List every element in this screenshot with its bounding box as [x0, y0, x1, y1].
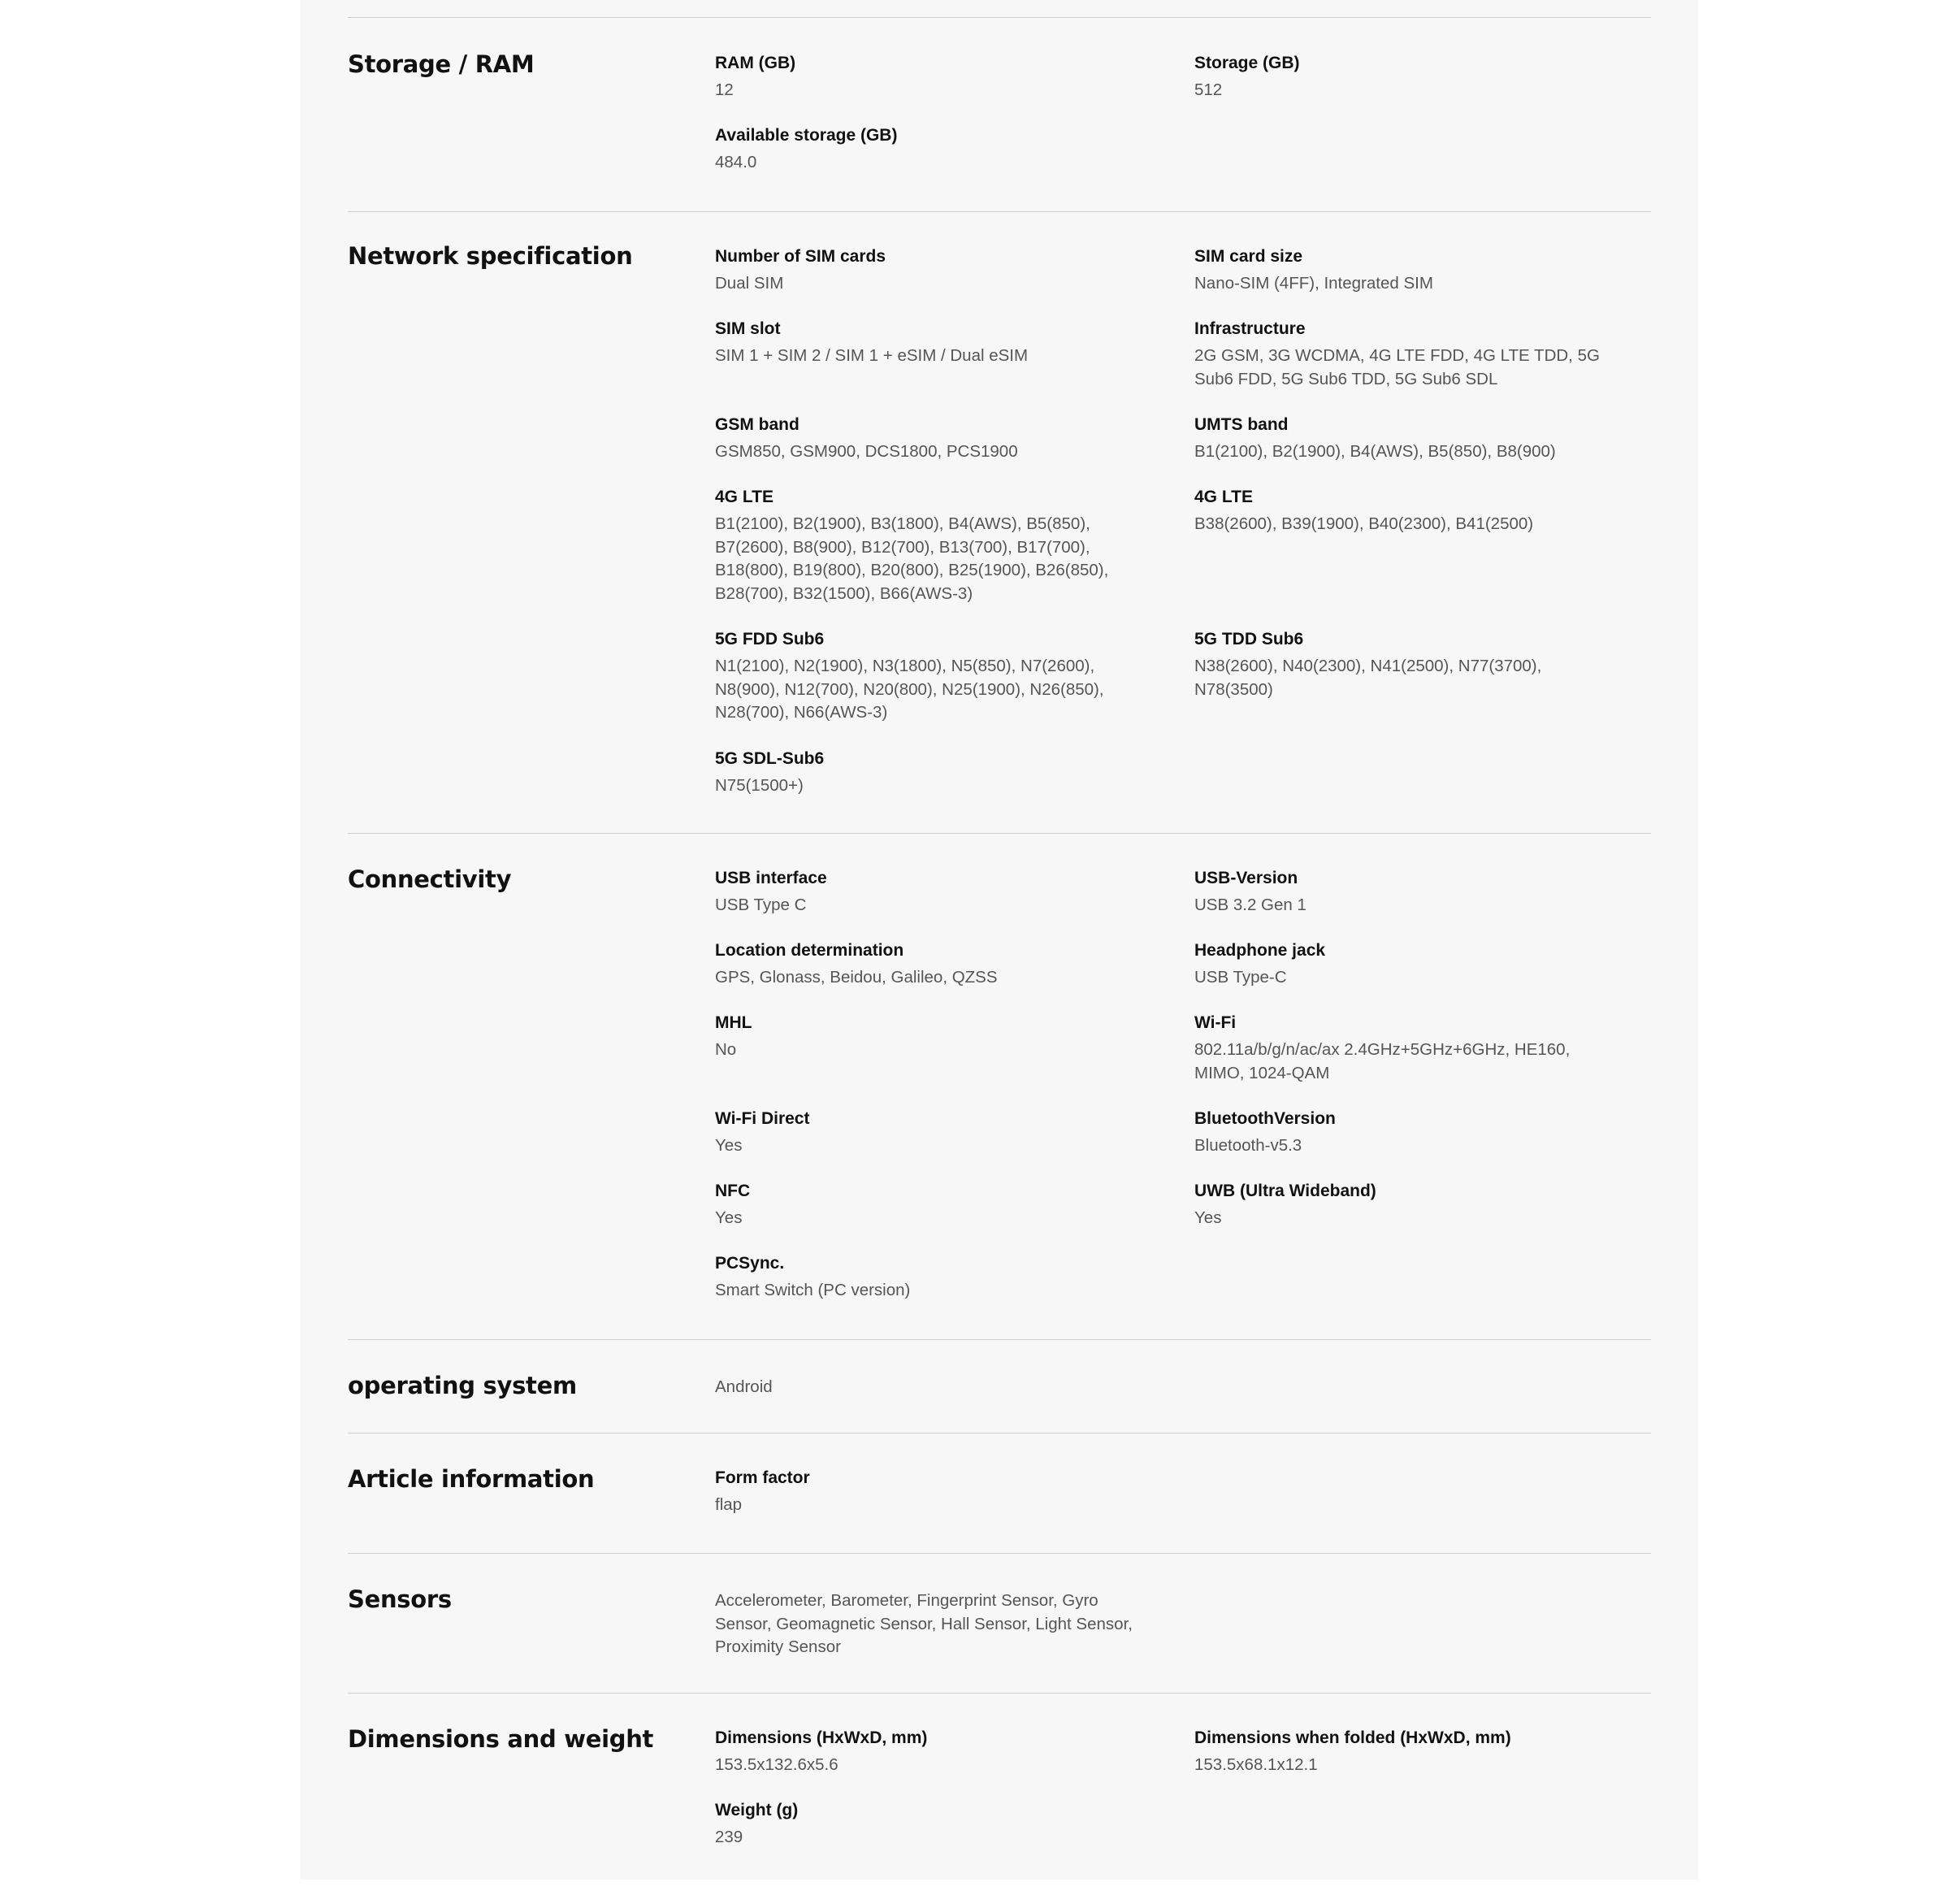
section-network-specification: [348, 211, 1651, 834]
spec-value: N1(2100), N2(1900), N3(1800), N5(850), N7(2600), N8(900), N12(700), N20(800), N25(1900), N26(850), N28(700), N66(AWS-3): [715, 657, 1104, 722]
spec-label: MHL: [715, 1013, 752, 1032]
spec-nfc: [715, 1180, 1138, 1230]
section-title: Connectivity: [348, 865, 512, 893]
spec-label: Wi-Fi: [1194, 1013, 1237, 1032]
spec-ram: [715, 52, 1138, 102]
section-title: Storage / RAM: [348, 50, 535, 78]
spec-value: B38(2600), B39(1900), B40(2300), B41(2500): [1194, 514, 1534, 533]
spec-wifi: [1194, 1012, 1617, 1085]
spec-label: Weight (g): [715, 1801, 799, 1819]
spec-value: 239: [715, 1828, 743, 1846]
spec-usb-interface: [715, 867, 1138, 917]
spec-umts-band: [1194, 414, 1617, 464]
spec-label: Location determination: [715, 941, 904, 960]
spec-usb-version: [1194, 867, 1617, 917]
spec-pc-sync: [715, 1252, 1138, 1303]
spec-label: Headphone jack: [1194, 941, 1326, 960]
spec-label: UWB (Ultra Wideband): [1194, 1182, 1376, 1200]
spec-label: Dimensions when folded (HxWxD, mm): [1194, 1728, 1511, 1747]
spec-label: SIM card size: [1194, 247, 1303, 266]
spec-value: Yes: [1194, 1208, 1222, 1227]
spec-label: Infrastructure: [1194, 319, 1306, 338]
spec-headphone-jack: [1194, 939, 1617, 990]
sensors-value: Accelerometer, Barometer, Fingerprint Sensor, Gyro Sensor, Geomagnetic Sensor, Hall Sensor, Light Sensor, Proximity Sensor: [715, 1591, 1133, 1656]
spec-sim-slot: [715, 318, 1138, 368]
spec-gsm-band: [715, 414, 1138, 464]
spec-value: 512: [1194, 80, 1223, 99]
spec-label: Form factor: [715, 1468, 810, 1487]
spec-value: 153.5x68.1x12.1: [1194, 1755, 1318, 1774]
spec-label: Available storage (GB): [715, 126, 898, 145]
spec-value: Nano-SIM (4FF), Integrated SIM: [1194, 274, 1433, 293]
spec-value: No: [715, 1040, 737, 1059]
spec-label: 4G LTE: [715, 488, 774, 506]
spec-value: USB Type C: [715, 896, 807, 914]
spec-value: 12: [715, 80, 734, 99]
spec-value: B1(2100), B2(1900), B3(1800), B4(AWS), B5(850), B7(2600), B8(900), B12(700), B13(700), B17(700), B18(800), B19(800), B20(800), B25(1900), B26(850), B28(700), B32(1500), B66(AWS-3): [715, 514, 1109, 603]
spec-label: Wi-Fi Direct: [715, 1109, 810, 1128]
spec-label: NFC: [715, 1182, 751, 1200]
spec-value: GSM850, GSM900, DCS1800, PCS1900: [715, 442, 1018, 461]
spec-label: BluetoothVersion: [1194, 1109, 1336, 1128]
section-title: Network specification: [348, 242, 633, 270]
spec-value: 484.0: [715, 153, 757, 171]
spec-5g-tdd-sub6: [1194, 628, 1617, 701]
spec-value: Dual SIM: [715, 274, 784, 293]
spec-value: USB Type-C: [1194, 968, 1287, 987]
spec-infrastructure: [1194, 318, 1617, 391]
spec-dimensions-folded: [1194, 1727, 1617, 1777]
spec-5g-sdl-sub6: [715, 748, 1138, 798]
spec-4g-lte-fdd: [715, 486, 1138, 605]
spec-value: 802.11a/b/g/n/ac/ax 2.4GHz+5GHz+6GHz, HE160, MIMO, 1024-QAM: [1194, 1040, 1571, 1082]
spec-weight: [715, 1799, 1138, 1850]
spec-label: Number of SIM cards: [715, 247, 886, 266]
spec-value: GPS, Glonass, Beidou, Galileo, QZSS: [715, 968, 998, 987]
spec-value: USB 3.2 Gen 1: [1194, 896, 1306, 914]
spec-sim-card-size: [1194, 245, 1617, 296]
spec-value: B1(2100), B2(1900), B4(AWS), B5(850), B8(900): [1194, 442, 1556, 461]
section-title: operating system: [348, 1372, 577, 1399]
spec-wifi-direct: [715, 1108, 1138, 1158]
section-title: Sensors: [348, 1585, 452, 1613]
spec-label: Dimensions (HxWxD, mm): [715, 1728, 928, 1747]
spec-label: SIM slot: [715, 319, 781, 338]
spec-available-storage: [715, 124, 1138, 175]
spec-value: Yes: [715, 1208, 743, 1227]
os-value: Android: [715, 1377, 773, 1396]
spec-label: USB interface: [715, 869, 827, 887]
section-storage-ram: [348, 18, 1651, 212]
spec-value: N38(2600), N40(2300), N41(2500), N77(3700), N78(3500): [1194, 657, 1542, 699]
spec-value: flap: [715, 1495, 743, 1514]
spec-label: GSM band: [715, 415, 800, 434]
spec-dimensions: [715, 1727, 1138, 1777]
section-dimensions-weight: [348, 1693, 1651, 1904]
spec-label: 5G SDL-Sub6: [715, 749, 825, 768]
spec-number-of-sim-cards: [715, 245, 1138, 296]
section-connectivity: [348, 833, 1651, 1340]
section-title: Article information: [348, 1465, 595, 1493]
spec-bluetooth-version: [1194, 1108, 1617, 1158]
spec-form-factor: [715, 1467, 1138, 1517]
section-title: Dimensions and weight: [348, 1725, 654, 1753]
spec-value: N75(1500+): [715, 776, 804, 795]
spec-location-determination: [715, 939, 1138, 990]
spec-label: RAM (GB): [715, 54, 796, 72]
spec-storage: [1194, 52, 1617, 102]
spec-value: 153.5x132.6x5.6: [715, 1755, 838, 1774]
spec-value: Smart Switch (PC version): [715, 1281, 911, 1299]
section-article-information: [348, 1433, 1651, 1554]
spec-label: 5G TDD Sub6: [1194, 630, 1304, 648]
spec-value: 2G GSM, 3G WCDMA, 4G LTE FDD, 4G LTE TDD, 5G Sub6 FDD, 5G Sub6 TDD, 5G Sub6 SDL: [1194, 346, 1600, 388]
spec-value: Bluetooth-v5.3: [1194, 1136, 1302, 1155]
spec-value: Yes: [715, 1136, 743, 1155]
spec-value: SIM 1 + SIM 2 / SIM 1 + eSIM / Dual eSIM: [715, 346, 1029, 365]
spec-4g-lte-tdd: [1194, 486, 1617, 536]
spec-panel: [301, 0, 1698, 1880]
spec-mhl: [715, 1012, 1138, 1062]
spec-label: UMTS band: [1194, 415, 1289, 434]
spec-5g-fdd-sub6: [715, 628, 1138, 725]
section-sensors: [348, 1553, 1651, 1694]
spec-label: 5G FDD Sub6: [715, 630, 825, 648]
spec-label: Storage (GB): [1194, 54, 1300, 72]
spec-label: 4G LTE: [1194, 488, 1253, 506]
spec-label: USB-Version: [1194, 869, 1298, 887]
spec-uwb: [1194, 1180, 1617, 1230]
spec-label: PCSync.: [715, 1254, 785, 1273]
section-operating-system: [348, 1339, 1651, 1433]
